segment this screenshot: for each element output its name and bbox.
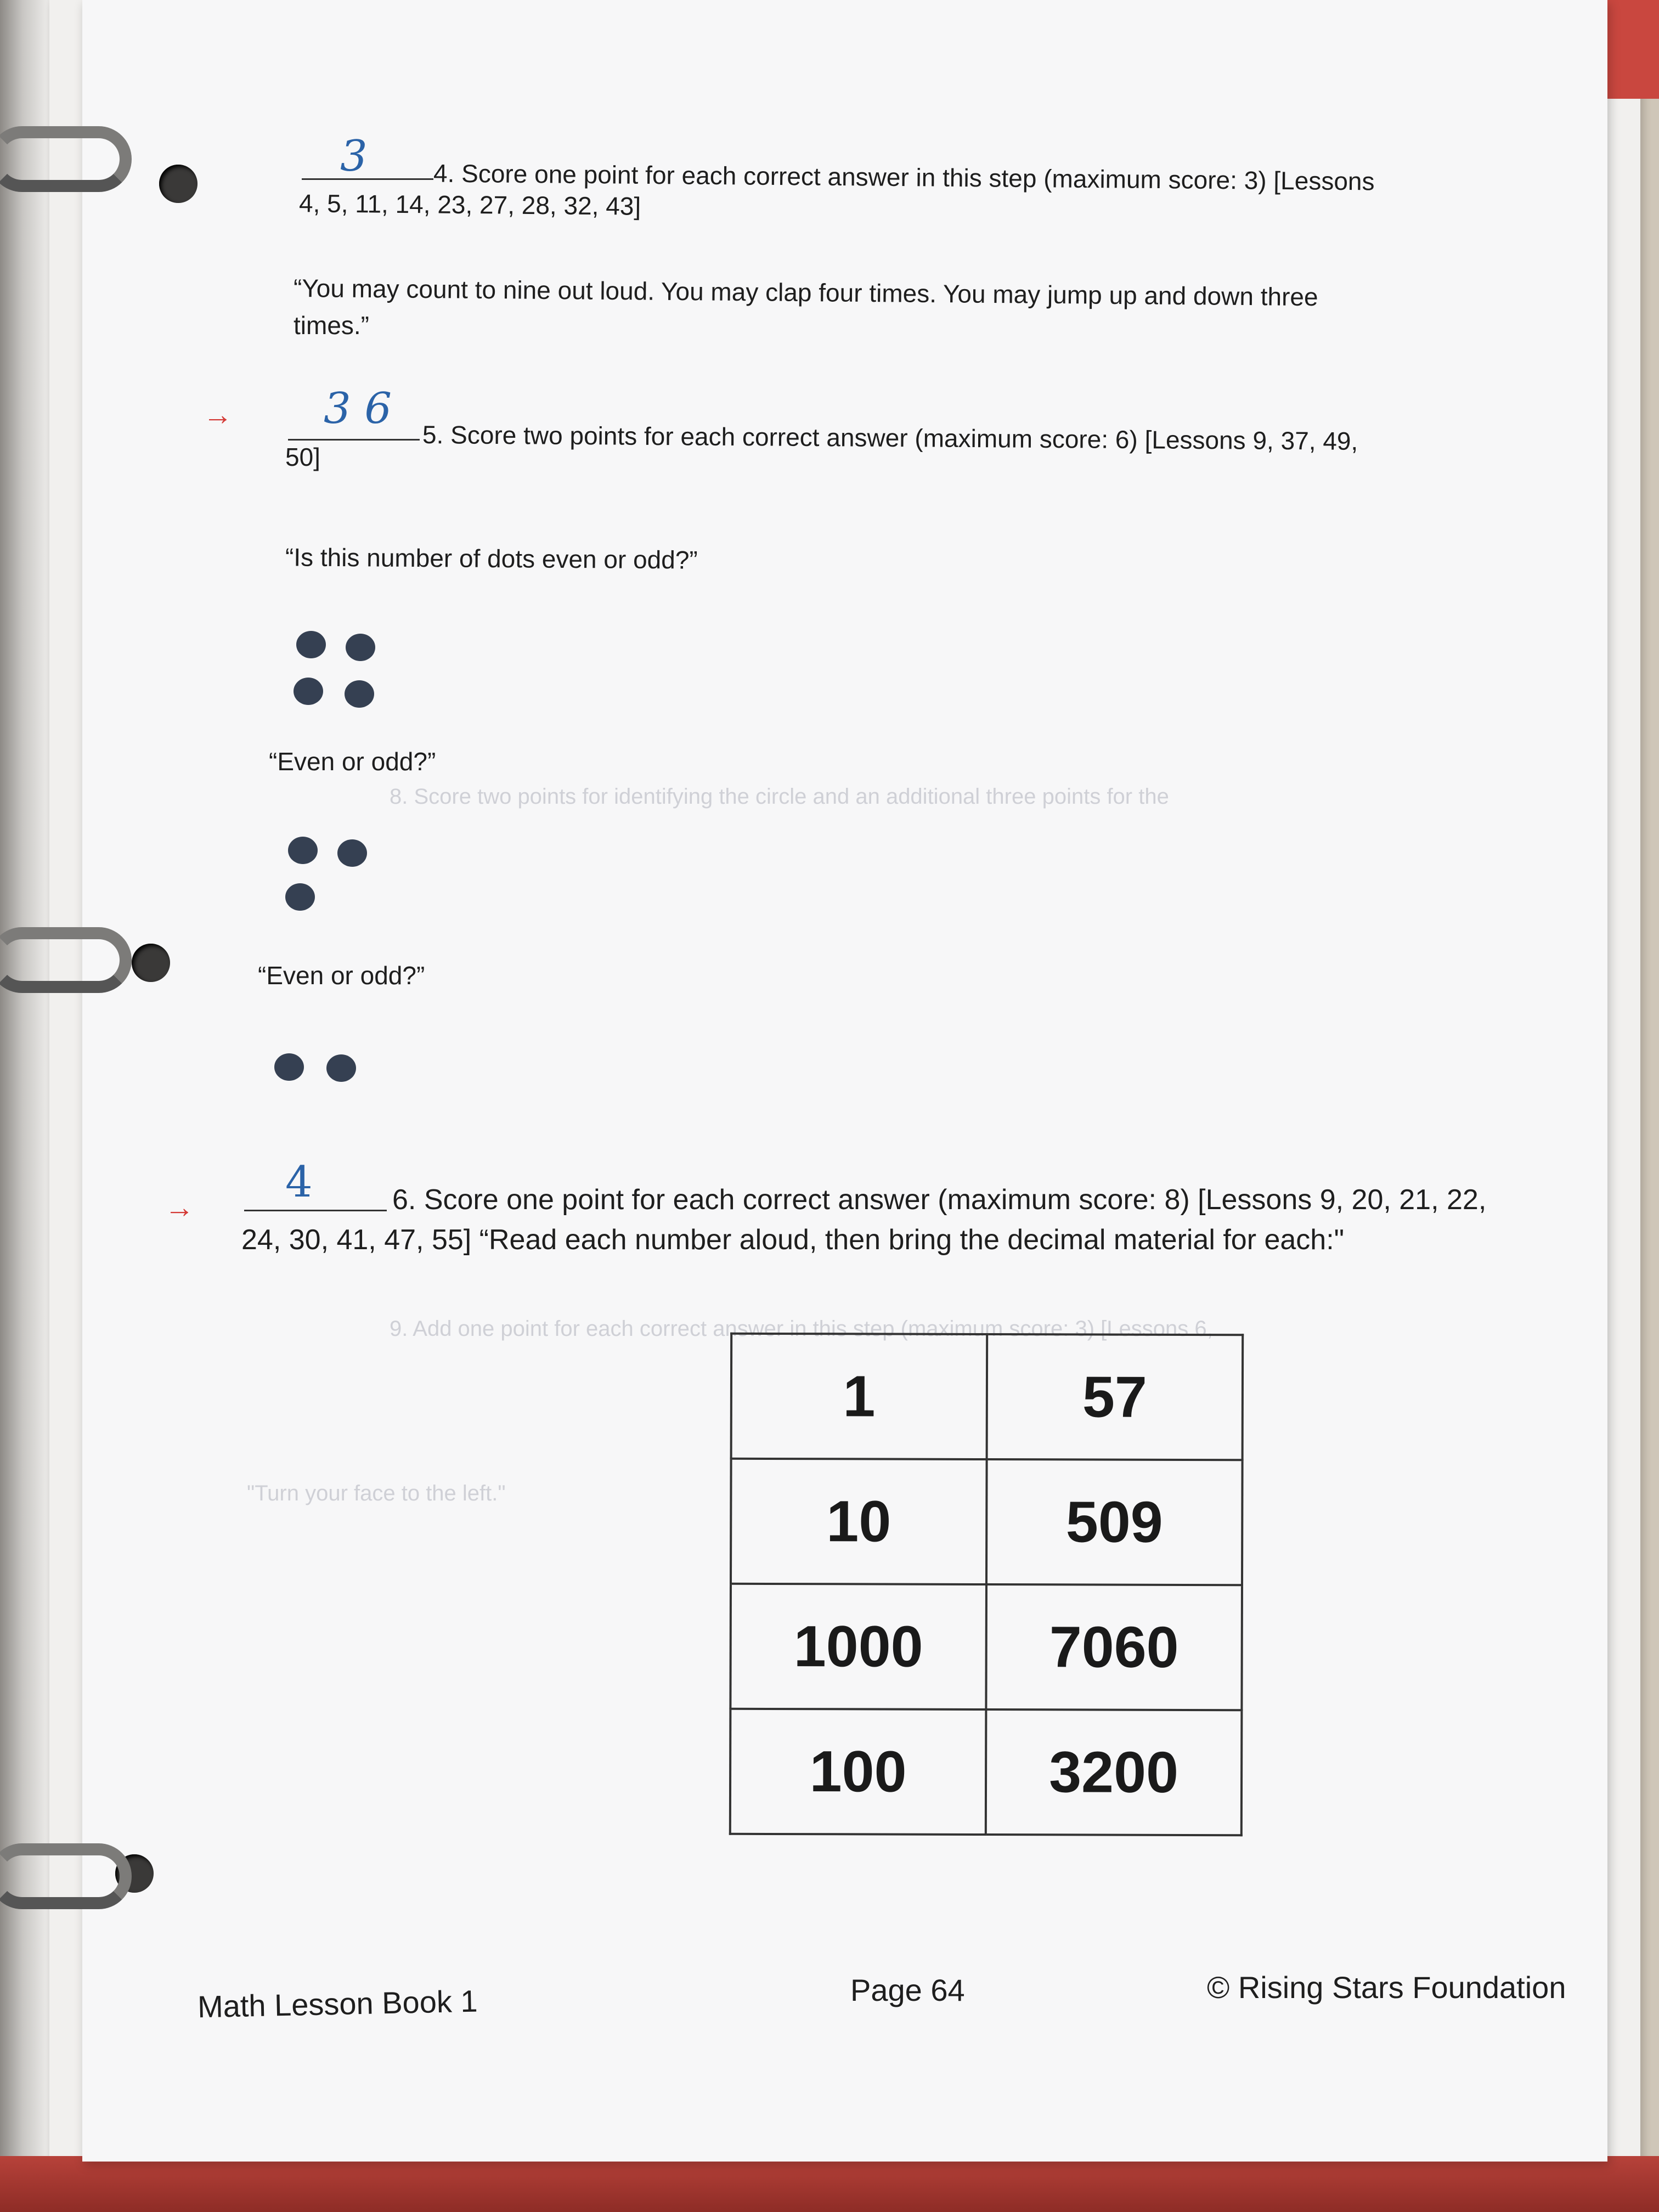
- q6-red-arrow: →: [165, 1191, 194, 1224]
- table-cell: 1000: [730, 1584, 986, 1709]
- q5-prompt-1: “Is this number of dots even or odd?”: [285, 543, 698, 574]
- q4-answer-line: [302, 178, 433, 180]
- table-row: [731, 1459, 1243, 1585]
- footer-book-title: Math Lesson Book 1: [197, 1983, 478, 2024]
- q5-red-arrow: →: [203, 398, 233, 431]
- dot: [326, 1054, 356, 1082]
- binder-ring: [0, 1843, 132, 1909]
- q4-instruction-line1: 4. Score one point for each correct answer in this step (maximum score: 3) [Lessons: [433, 159, 1375, 196]
- q5-handwritten-score: 3 6: [324, 384, 392, 433]
- dot: [285, 883, 315, 911]
- bleed-through-text: "Turn your face to the left.": [247, 1481, 506, 1505]
- q6-answer-line: [244, 1210, 387, 1211]
- table-cell: 7060: [986, 1584, 1242, 1710]
- table-cell: 509: [986, 1459, 1243, 1585]
- q5-prompt-2: “Even or odd?”: [269, 747, 436, 776]
- number-table: [729, 1333, 1244, 1836]
- punch-hole: [132, 944, 170, 982]
- table-cell: 3200: [986, 1709, 1242, 1835]
- table-cell: 1: [731, 1334, 988, 1459]
- footer-page-number: Page 64: [850, 1973, 965, 2007]
- q4-handwritten-score: 3: [340, 132, 368, 181]
- q4-quote-line1: “You may count to nine out loud. You may clap four times. You may jump up and down three: [293, 273, 1318, 312]
- binder-cover-bottom: [0, 2156, 1659, 2212]
- bleed-through-text: 9. Add one point for each correct answer in this step (maximum score: 3) [Lessons 6,: [390, 1317, 1213, 1341]
- q6-handwritten-score: 4: [285, 1158, 313, 1207]
- table-cell: 57: [987, 1334, 1243, 1460]
- dot: [294, 678, 323, 705]
- punch-hole: [159, 165, 198, 203]
- binder-ring: [0, 927, 132, 993]
- q4-quote-line2: times.”: [294, 311, 369, 340]
- dot: [337, 839, 367, 867]
- q5-answer-line: [288, 439, 420, 441]
- q4-instruction-line2: 4, 5, 11, 14, 23, 27, 28, 32, 43]: [298, 189, 641, 221]
- q6-instruction-line2: 24, 30, 41, 47, 55] “Read each number aloud, then bring the decimal material for each:": [241, 1224, 1345, 1256]
- table-cell: 10: [731, 1459, 987, 1584]
- dot: [296, 631, 326, 658]
- q6-instruction-line1: 6. Score one point for each correct answer (maximum score: 8) [Lessons 9, 20, 21, 22,: [392, 1184, 1487, 1216]
- dot: [288, 837, 318, 864]
- q5-instruction-line2: 50]: [285, 443, 320, 471]
- q5-instruction-line1: 5. Score two points for each correct answer (maximum score: 6) [Lessons 9, 37, 49,: [422, 420, 1358, 455]
- footer-copyright: © Rising Stars Foundation: [1207, 1970, 1566, 2005]
- table-row: [730, 1584, 1242, 1710]
- dot: [345, 680, 374, 708]
- table-row: [730, 1709, 1242, 1835]
- dot: [346, 634, 375, 661]
- worksheet-page: [82, 0, 1607, 2162]
- table-row: [731, 1334, 1243, 1460]
- binder-ring: [0, 126, 132, 192]
- dot: [274, 1053, 304, 1081]
- table-cell: 100: [730, 1709, 986, 1835]
- bleed-through-text: 8. Score two points for identifying the circle and an additional three points for the: [390, 785, 1169, 809]
- q5-prompt-3: “Even or odd?”: [258, 961, 425, 990]
